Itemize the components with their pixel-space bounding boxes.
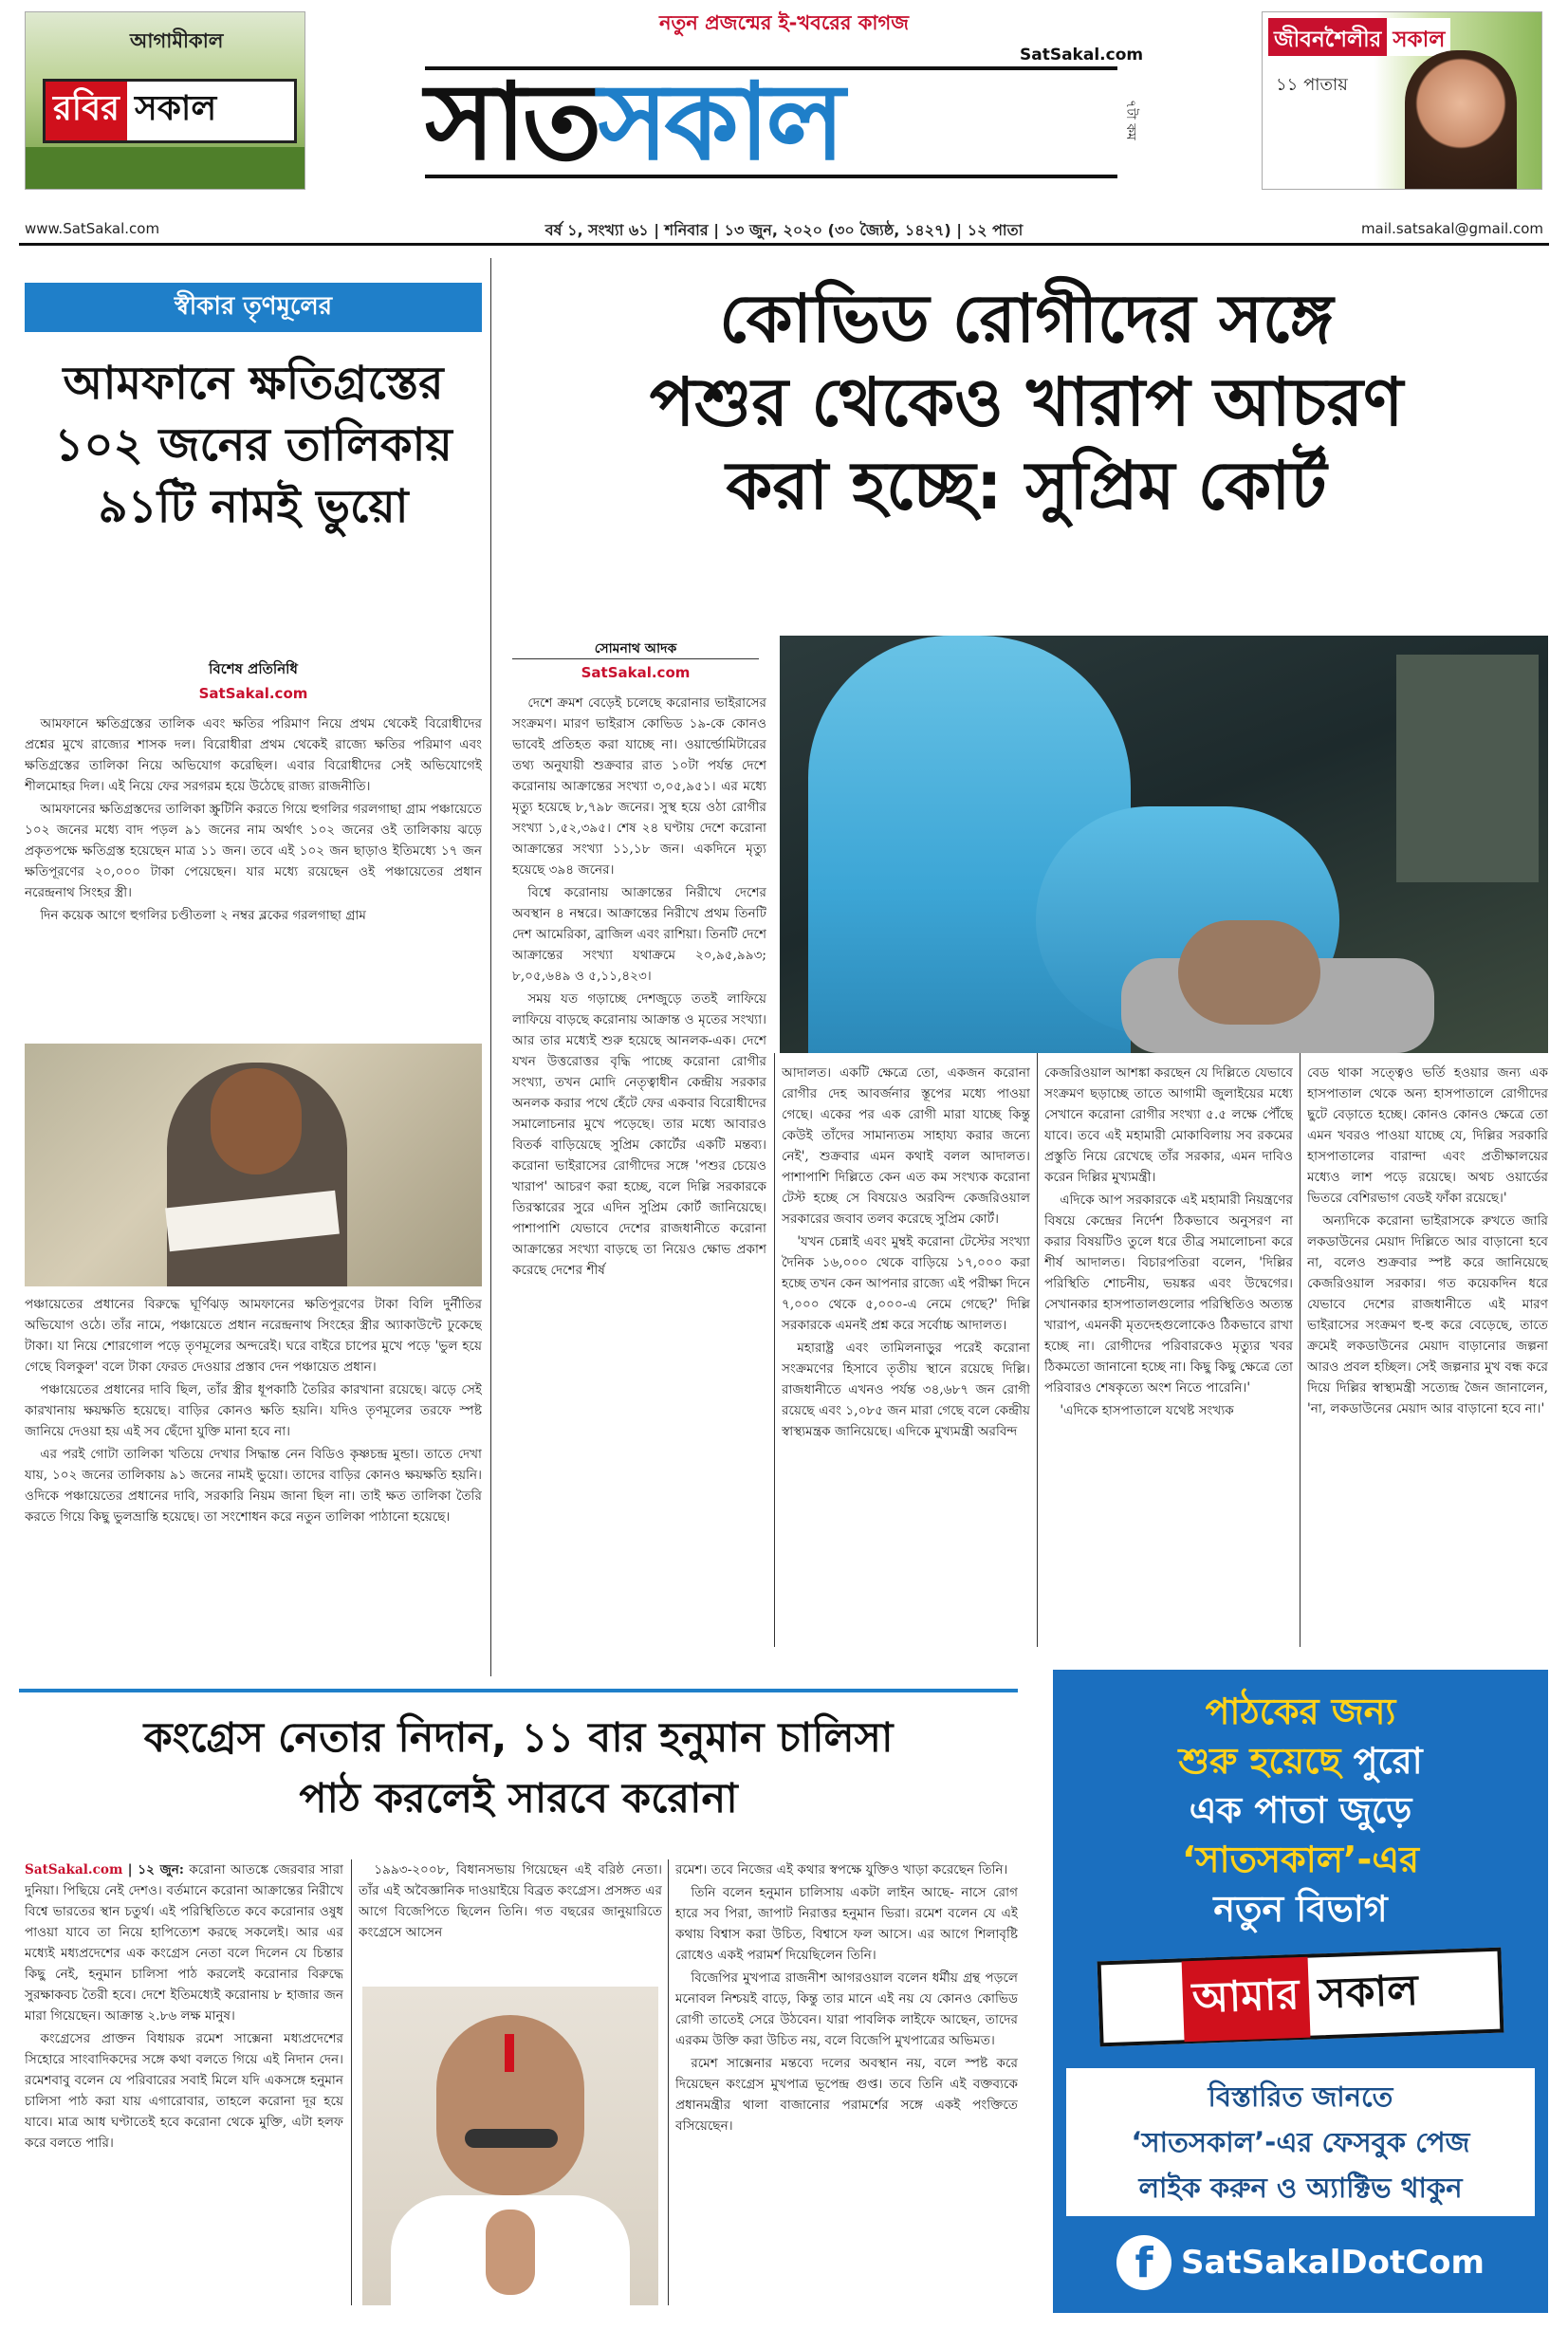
ad-line2b: পুরো [1353,1740,1423,1782]
promo-ad[interactable] [1053,1670,1548,2313]
ad-info [1066,2068,1535,2216]
ad-info1: বিস্তারিত জানতে [1208,2080,1393,2113]
left-headline[interactable]: আমফানে ক্ষতিগ্রস্তের ১০২ জনের তালিকায় ৯১টি নামই ভুয়ো [54,357,452,533]
paragraph: কেজরিওয়াল আশঙ্কা করছেন যে দিল্লিতে যেভাবে সংক্রমণ ছড়াচ্ছে তাতে আগামী জুলাইয়ের মধ্যে সেখানে করোনা রোগীর সংখ্যা ৫.৫ লক্ষে পৌঁছে যাবে। তবে এই মহামারী মোকাবিলায় সব রকমের প্রস্তুতি নিয়ে রেখেছে তাঁর সরকার, এমন দাবিও করেন দিল্লির মুখ্যমন্ত্রী। [1044,1065,1293,1185]
bottom-dateline: | ১২ জুন: [127,1862,184,1877]
paragraph: বিশ্বে করোনায় আক্রান্তের নিরীখে দেশের অবস্থান ৪ নম্বরে। আক্রান্তের নিরীখে প্রথম তিনটি দেশ আমেরিকা, ব্রাজিল এবং রাশিয়া। তিনটি দেশে আক্রান্তের সংখ্যা যথাক্রমে ২০,৯৫,৯৯৩; ৮,০৫,৬৪৯ ও ৫,১১,৪২৩। [512,885,766,984]
main-photo [780,636,1548,1053]
promo-lifestyle-a: জীবনশৈলীর [1268,18,1387,56]
paragraph: 'যখন চেন্নাই এবং মুম্বই করোনা টেস্টের সংখ্যা দৈনিক ১৬,০০০ থেকে বাড়িয়ে ১৭,০০০ করা হচ্ছে তখন কেন আপনার রাজ্যে এই পরীক্ষা দিনে ৭,০০০ থেকে ৫,০০০-এ নেমে গেছে?' দিল্লি সরকারকে এমনই প্রশ্ন করে সর্বোচ্চ আদালত। [782,1234,1030,1333]
promo-lifestyle-page: ১১ পাতায় [1276,75,1348,95]
left-byline: বিশেষ প্রতিনিধি [209,660,298,677]
paragraph: আমফানে ক্ষতিগ্রস্তের তালিক এবং ক্ষতির পরিমাণ নিয়ে প্রথম থেকেই বিরোধীদের প্রশ্নের মুখে রাজ্যের শাসক দল। বিরোধীরা প্রথম থেকেই রাজ্যে ক্ষতির পরিমাণ এবং ক্ষতিগ্রস্তের তালিকা নিয়ে অভিযোগ করেছিল। এবার বিরোধীদের সেই অভিযোগেই শীলমোহর দিল। এই নিয়ে ফের সরগরম হয়ে উঠেছে রাজ্য রাজনীতি। [25,716,482,794]
kicker-box [25,283,482,332]
paragraph: দিন কয়েক আগে হুগলির চণ্ডীতলা ২ নম্বর ব্লকের গরলগাছা গ্রাম [40,908,366,923]
divider-left-column [490,258,491,1676]
ad-logo-a: আমার [1182,1956,1311,2042]
paragraph: 'এদিকে হাসপাতালে যথেষ্ট সংখ্যক [1060,1403,1234,1418]
bottom-photo [362,1987,658,2305]
promo-lifestyle[interactable] [1262,11,1542,190]
bottom-source[interactable]: SatSakal.com [25,1862,123,1877]
masthead-rule [19,243,1549,246]
left-article-bottom [25,1294,482,1670]
left-photo [25,1044,482,1286]
main-headline-line2: পশুর থেকেও খারাপ আচরণ [649,363,1404,441]
main-column-3 [1044,1063,1293,1646]
left-article-top [25,713,482,1036]
bottom-headline-line2: পাঠ করলেই সারবে করোনা [299,1775,738,1822]
paragraph: অন্যদিকে করোনা ভাইরাসকে রুখতে জারি লকডাউনের মেয়াদ দিল্লিতে আর বাড়ানো হবে না, বলেও শুক্রবার স্পষ্ট করে জানিয়েছে কেজরিওয়াল সরকার। গত কয়েকদিন ধরে যেভাবে দেশের রাজধানীতে এই মারণ ভাইরাসের সংক্রমণ হু-হু করে বেড়েছে, তাতে ক্রমেই লকডাউনের মেয়াদ বাড়ানোর জল্পনা আরও প্রবল হচ্ছিল। সেই জল্পনার মুখ বন্ধ করে দিয়ে দিল্লির স্বাস্থ্যমন্ত্রী সত্যেন্দ্র জৈন জানালেন, 'না, লকডাউনের মেয়াদ আর বাড়ানো হবে না।' [1307,1213,1548,1416]
bottom-column-2 [359,1859,662,1983]
ad-facebook[interactable] [1053,2229,1548,2296]
left-source[interactable]: SatSakal.com [198,685,308,702]
paragraph: তিনি বলেন হনুমান চালিসায় একটা লাইন আছে- নাসে রোগ হারে সব পিরা, জাপাট নিরাত্তর হনুমান ভিরা। রমেশ বলেন যে এই কথায় বিশ্বাস করা উচিত, বিশ্বাসে ফল আসে। এর আগে শিলাবৃষ্টি রোধেও একই পরামর্শ দিয়েছিলেন তিনি। [675,1885,1018,1963]
main-column-2 [782,1063,1030,1646]
paragraph: রমেশ সাক্সেনার মন্তব্যে দলের অবস্থান নয়, বলে স্পষ্ট করে দিয়েছেন কংগ্রেস মুখপাত্র ভূপেন্দ্র গুপ্ত। তবে তিনি এই বক্তব্যকে প্রধানমন্ত্রীর থালা বাজানোর পরামর্শের সঙ্গে একই পংক্তিতে বসিয়েছেন। [675,2056,1018,2134]
main-byline: সোমনাথ আদক [594,641,677,656]
promo-tomorrow-label: আগামীকাল [130,29,224,52]
model-photo [1405,50,1517,190]
ad-info3: লাইক করুন ও অ্যাক্টিভ থাকুন [1138,2172,1463,2204]
paragraph: দেশে ক্রমশ বেড়েই চলেছে করোনার ভাইরাসের সংক্রমণ। মারণ ভাইরাস কোভিড ১৯-কে কোনও ভাবেই প্রতিহত করা যাচ্ছে না। ওয়ার্ল্ডোমিটারের তথ্য অনুযায়ী শুক্রবার রাত ১০টা পর্যন্ত দেশে করোনায় আক্রান্তের সংখ্যা ৩,০৫,৯৫১। এর মধ্যে মৃত্যু হয়েছে ৮,৭৯৮ জনের। সুস্থ হয়ে ওঠা রোগীর সংখ্যা ১,৫২,৩৯৫। শেষ ২৪ ঘণ্টায় দেশে করোনা আক্রান্তের সংখ্যা ১১,১৮ জন। একদিনে মৃত্যু হয়েছে ৩৯৪ জনের। [512,695,766,878]
paragraph: রমেশ। তবে নিজের এই কথার স্বপক্ষে যুক্তিও খাড়া করেছেন তিনি। [675,1862,1008,1877]
ad-line4: ‘সাতসকাল’-এর [1181,1839,1420,1880]
promo-title-b: সকাল [134,89,217,128]
paragraph-text: করোনা আতঙ্কে জেরবার সারা দুনিয়া। পিছিয়ে নেই দেশও। বর্তমানে করোনা আক্রান্তের নিরীখে বিশ্বে ভারতের স্থান চতুর্থ। এই পরিস্থিতিতে কবে করোনার ওষুধ পাওয়া যাবে তা নিয়ে হাপিত্যেশ করছে সকলেই। আর এর মধ্যেই মধ্যপ্রদেশের এক কংগ্রেস নেতা বলে দিলেন যে চিন্তার কিছু নেই, হনুমান চালিসা পাঠ করলেই করোনার বিরুদ্ধে সুরক্ষাকবচ তৈরী হবে। দেশে ইতিমধ্যেই করোনায় ৮ হাজার জন মারা গিয়েছেন। আক্রান্ত ২.৮৬ লক্ষ মানুষ। [25,1862,343,2024]
ad-headline [1053,1687,1548,1933]
main-column-1 [512,693,766,1646]
logo-part1: সাত [425,61,599,184]
ad-logo-b: সকাল [1317,1966,1419,2018]
facebook-page-name: SatSakalDotCom [1181,2244,1485,2282]
paragraph: ১৯৯৩-২০০৮, বিধানসভায় গিয়েছেন এই বরিষ্ঠ নেতা। তাঁর এই অবৈজ্ঞানিক দাওয়াইয়ে বিব্রত কংগ্রেস। প্রসঙ্গত এর আগে বিজেপিতে ছিলেন তিনি। গত বছরের জানুয়ারিতে কংগ্রেসে আসেন [359,1862,662,1940]
kicker: স্বীকার তৃণমূলের [174,292,333,321]
main-source[interactable]: SatSakal.com [581,664,691,681]
logo-part2: সকাল [598,61,841,184]
promo-lifestyle-title [1268,18,1450,56]
main-headline-line3: করা হচ্ছে: সুপ্রিম কোর্ট [726,447,1327,525]
ad-line2a: শুরু হয়েছে [1178,1740,1341,1782]
ad-line3: এক পাতা জুড়ে [1189,1789,1412,1831]
email[interactable]: mail.satsakal@gmail.com [1360,220,1543,237]
site-label: SatSakal.com [1020,46,1144,65]
bottom-column-3 [675,1859,1018,2305]
paragraph: এদিকে আপ সরকারকে এই মহামারী নিয়ন্ত্রণের বিষয়ে কেন্দ্রের নির্দেশ ঠিকভাবে অনুসরণ না করার বিষয়টিও তুলে ধরে তীব্র সমালোচনা করে শীর্ষ আদালত। বিচারপতিরা বলেন, 'দিল্লির পরিস্থিতি শোচনীয়, ভয়ঙ্কর এবং উদ্বেগের। সেখানকার হাসপাতালগুলোর পরিস্থিতিও অত্যন্ত খারাপ, এমনকী মৃতদেহগুলোকেও ঠিকভাবে রাখা হচ্ছে না। রোগীদের পরিবারকেও মৃত্যুর খবর ঠিকমতো জানানো হচ্ছে না। কিছু কিছু ক্ষেত্রে তো পরিবারও শেষকৃত্যে অংশ নিতে পারেনি।' [1044,1193,1293,1396]
paragraph: এর পরই গোটা তালিকা খতিয়ে দেখার সিদ্ধান্ত নেন বিডিও কৃষ্ণচন্দ্র মুন্ডা। তাতে দেখা যায়, ১০২ জনের তালিকায় ৯১ জনের নামই ভুয়ো। তাদের বাড়ির কোনও ক্ষয়ক্ষতি হয়নি। ওদিকে পঞ্চায়েতের প্রধানের দাবি, সরকারি নিয়ম জানা ছিল না। তাই ক্ষত তালিকা তৈরি করতে গিয়ে কিছু ভুলভ্রান্তি হয়েছে। তা সংশোধন করে নতুন তালিকা পাঠানো হয়েছে। [25,1447,482,1525]
paragraph: আদালত। একটি ক্ষেত্রে তো, একজন করোনা রোগীর দেহ আবর্জনার স্তূপের মধ্যে পাওয়া গেছে। একের পর এক রোগী মারা যাচ্ছে কিন্তু কেউই তাঁদের সামান্যতম সাহায্য করার জন্যে নেই', শুক্রবার এমন কথাই বলল আদালত। পাশাপাশি দিল্লিতে কেন এত কম সংখ্যক করোনা টেস্ট হচ্ছে সে বিষয়েও অরবিন্দ কেজরিওয়াল সরকারের জবাব তলব করেছে সুপ্রিম কোর্ট। [782,1065,1030,1227]
paragraph [25,1859,343,2026]
promo-title-a: রবির [46,82,127,140]
ad-info2: ‘সাতসকাল’-এর ফেসবুক পেজ [1131,2126,1470,2158]
paragraph: মহারাষ্ট্র এবং তামিলনাড়ুর পরেই করোনা সংক্রমণের হিসাবে তৃতীয় স্থানে রয়েছে দিল্লি। রাজধানীতে এখনও পর্যন্ত ৩৪,৬৮৭ জন রোগী রয়েছে এবং ১,০৮৫ জন মারা গেছে বলে কেন্দ্রীয় স্বাস্থ্যমন্ত্রক জানিয়েছে। এদিকে মুখ্যমন্ত্রী অরবিন্দ [782,1341,1030,1439]
ad-line1: পাঠকের জন্য [1205,1691,1396,1732]
bottom-headline[interactable] [19,1708,1018,1829]
facebook-icon: f [1116,2235,1171,2290]
promo-lifestyle-b: সকাল [1387,18,1450,56]
paragraph: সময় যত গড়াচ্ছে দেশজুড়ে ততই লাফিয়ে লাফিয়ে বাড়ছে করোনায় আক্রান্ত ও মৃতের সংখ্যা। আর তার মধ্যেই শুরু হয়েছে আনলক-এক। দেশে যখন উত্তরোত্তর বৃদ্ধি পাচ্ছে করোনা রোগীর সংখ্যা, তখন মোদি নেতৃত্বাধীন কেন্দ্রীয় সরকার অনলক করার পথে হেঁটে ফের একবার বিরোধীদের সমালোচনার মুখে পড়েছে। তার মধ্যে আবারও বিতর্ক বাড়িয়েছে সুপ্রিম কোর্টের একটি মন্তব্য। করোনা ভাইরাসের রোগীদের সঙ্গে 'পশুর চেয়েও খারাপ' আচরণ করা হচ্ছে, বলে দিল্লি সরকারকে তিরস্কারের সুরে এদিন সুপ্রিম কোর্ট জানিয়েছে। পাশাপাশি যেভাবে দেশের রাজধানীতে করোনা আক্রান্তের সংখ্যা বাড়ছে তা নিয়েও ক্ষোভ প্রকাশ করেছে দেশের শীর্ষ [512,991,766,1278]
tagline: নতুন প্রজন্মের ই-খবরের কাগজ [658,11,910,34]
masthead [0,0,1568,237]
paragraph: কংগ্রেসের প্রাক্তন বিধায়ক রমেশ সাক্সেনা মধ্যপ্রদেশের সিহোরে সাংবাদিকদের সঙ্গে কথা বলতে গিয়ে এই নিদান দেন। রমেশবাবু বলেন যে পরিবারের সবাই মিলে যদি একসঙ্গে হনুমান চালিসা পাঠ করা যায় এগারোবার, তাহলে করোনা দূর হয়ে যাবে। মাত্র আধ ঘণ্টাতেই হবে করোনা থেকে মুক্তি, এটা হলফ করে বলতে পারি। [25,2031,343,2151]
main-column-4 [1307,1063,1548,1646]
ad-line5: নতুন বিভাগ [1213,1888,1388,1930]
bottom-headline-line1: কংগ্রেস নেতার নিদান, ১১ বার হনুমান চালিসা [143,1714,894,1762]
ad-logo [1098,1948,1504,2047]
paragraph: আমফানের ক্ষতিগ্রস্তদের তালিকা স্ক্রুটিনি করতে গিয়ে হুগলির গরলগাছা গ্রাম পঞ্চায়েতে ১০২ জনের মধ্যে বাদ পড়ল ৯১ জনের নাম অর্থাৎ ১০২ জনের ওই তালিকায় ঝড়ে প্রকৃতপক্ষে ক্ষতিগ্রস্ত হয়েছেন মাত্র ১১ জন। তবে এই ১০২ জন ছাড়াও ইতিমধ্যে ১৭ জন ক্ষতিপূরণের ২০,০০০ টাকা পেয়েছেন। যার মধ্যে রয়েছেন ওই পঞ্চায়েতের প্রধান নরেন্দ্রনাথ সিংহর স্ত্রী। [25,802,482,900]
issue-line: বর্ষ ১, সংখ্যা ৬১ | শনিবার | ১৩ জুন, ২০২০ (৩০ জ্যৈষ্ঠ, ১৪২৭) | ১২ পাতা [544,221,1024,239]
logo-side-tag: ৭টা কম [1123,100,1138,140]
promo-tomorrow[interactable] [25,11,305,190]
paragraph: বেড থাকা সত্ত্বেও ভর্তি হওয়ার জন্য এক হাসপাতাল থেকে অন্য হাসপাতালে রোগীদের ছুটে বেড়াতে হচ্ছে। কোনও কোনও ক্ষেত্রে তো এমন খবরও পাওয়া যাচ্ছে যে, দিল্লির সরকারি হাসপাতালের বারান্দা এবং প্রতীক্ষালয়ের মধ্যেও লাশ পড়ে রয়েছে। অথচ ওয়ার্ডের ভিতরে বেশিরভাগ বেডই ফাঁকা রয়েছে।' [1307,1065,1548,1206]
main-headline-line1: কোভিড রোগীদের সঙ্গে [719,280,1334,358]
bottom-column-1 [25,1859,343,2305]
bottom-story-rule [19,1689,1018,1692]
website[interactable]: www.SatSakal.com [25,220,160,237]
paragraph: পঞ্চায়েতের প্রধানের দাবি ছিল, তাঁর স্ত্রীর ধূপকাঠি তৈরির কারখানা রয়েছে। ঝড়ে সেই কারখানায় ক্ষয়ক্ষতি হয়েছে। বাড়ির কোনও ক্ষতি হয়নি। যদিও তৃণমূলের তরফে স্পষ্ট জানিয়ে দেওয়া হয় এই সব ছেঁদো যুক্তি মানা হবে না। [25,1382,482,1439]
paragraph: পঞ্চায়েতের প্রধানের বিরুদ্ধে ঘূর্ণিঝড় আমফানের ক্ষতিপূরণের টাকা বিলি দুর্নীতির অভিযোগ ওঠে। তাঁর নামে, পঞ্চায়েতে প্রধান নরেন্দ্রনাথ সিংহের স্ত্রীর অ্যাকাউন্টে ঢুকেছে টাকা। যা নিয়ে শোরগোল পড়ে তৃণমূলের অন্দরেই। ঘরে বাইরে চাপের মুখে পড়ে 'ভুল হয়ে গেছে বিলকুল' বলে টাকা ফেরত দেওয়ার প্রস্তাব দেন পঞ্চায়েত প্রধান। [25,1297,482,1375]
logo [425,61,1117,184]
promo-sign [43,79,297,143]
main-headline[interactable] [505,277,1548,527]
paragraph: বিজেপির মুখপাত্র রাজনীশ আগরওয়াল বলেন ধর্মীয় গ্রন্থ পড়লে মনোবল নিশ্চয়ই বাড়ে, কিন্তু তার মানে এই নয় যে কোনও কোভিড রোগী তাতেই সেরে উঠবেন। যারা পাবলিক লাইফে আছেন, তাদের এরকম উক্তি করা উচিত নয়, বলে বিজেপি মুখপাত্রের অভিমত। [675,1970,1018,2048]
